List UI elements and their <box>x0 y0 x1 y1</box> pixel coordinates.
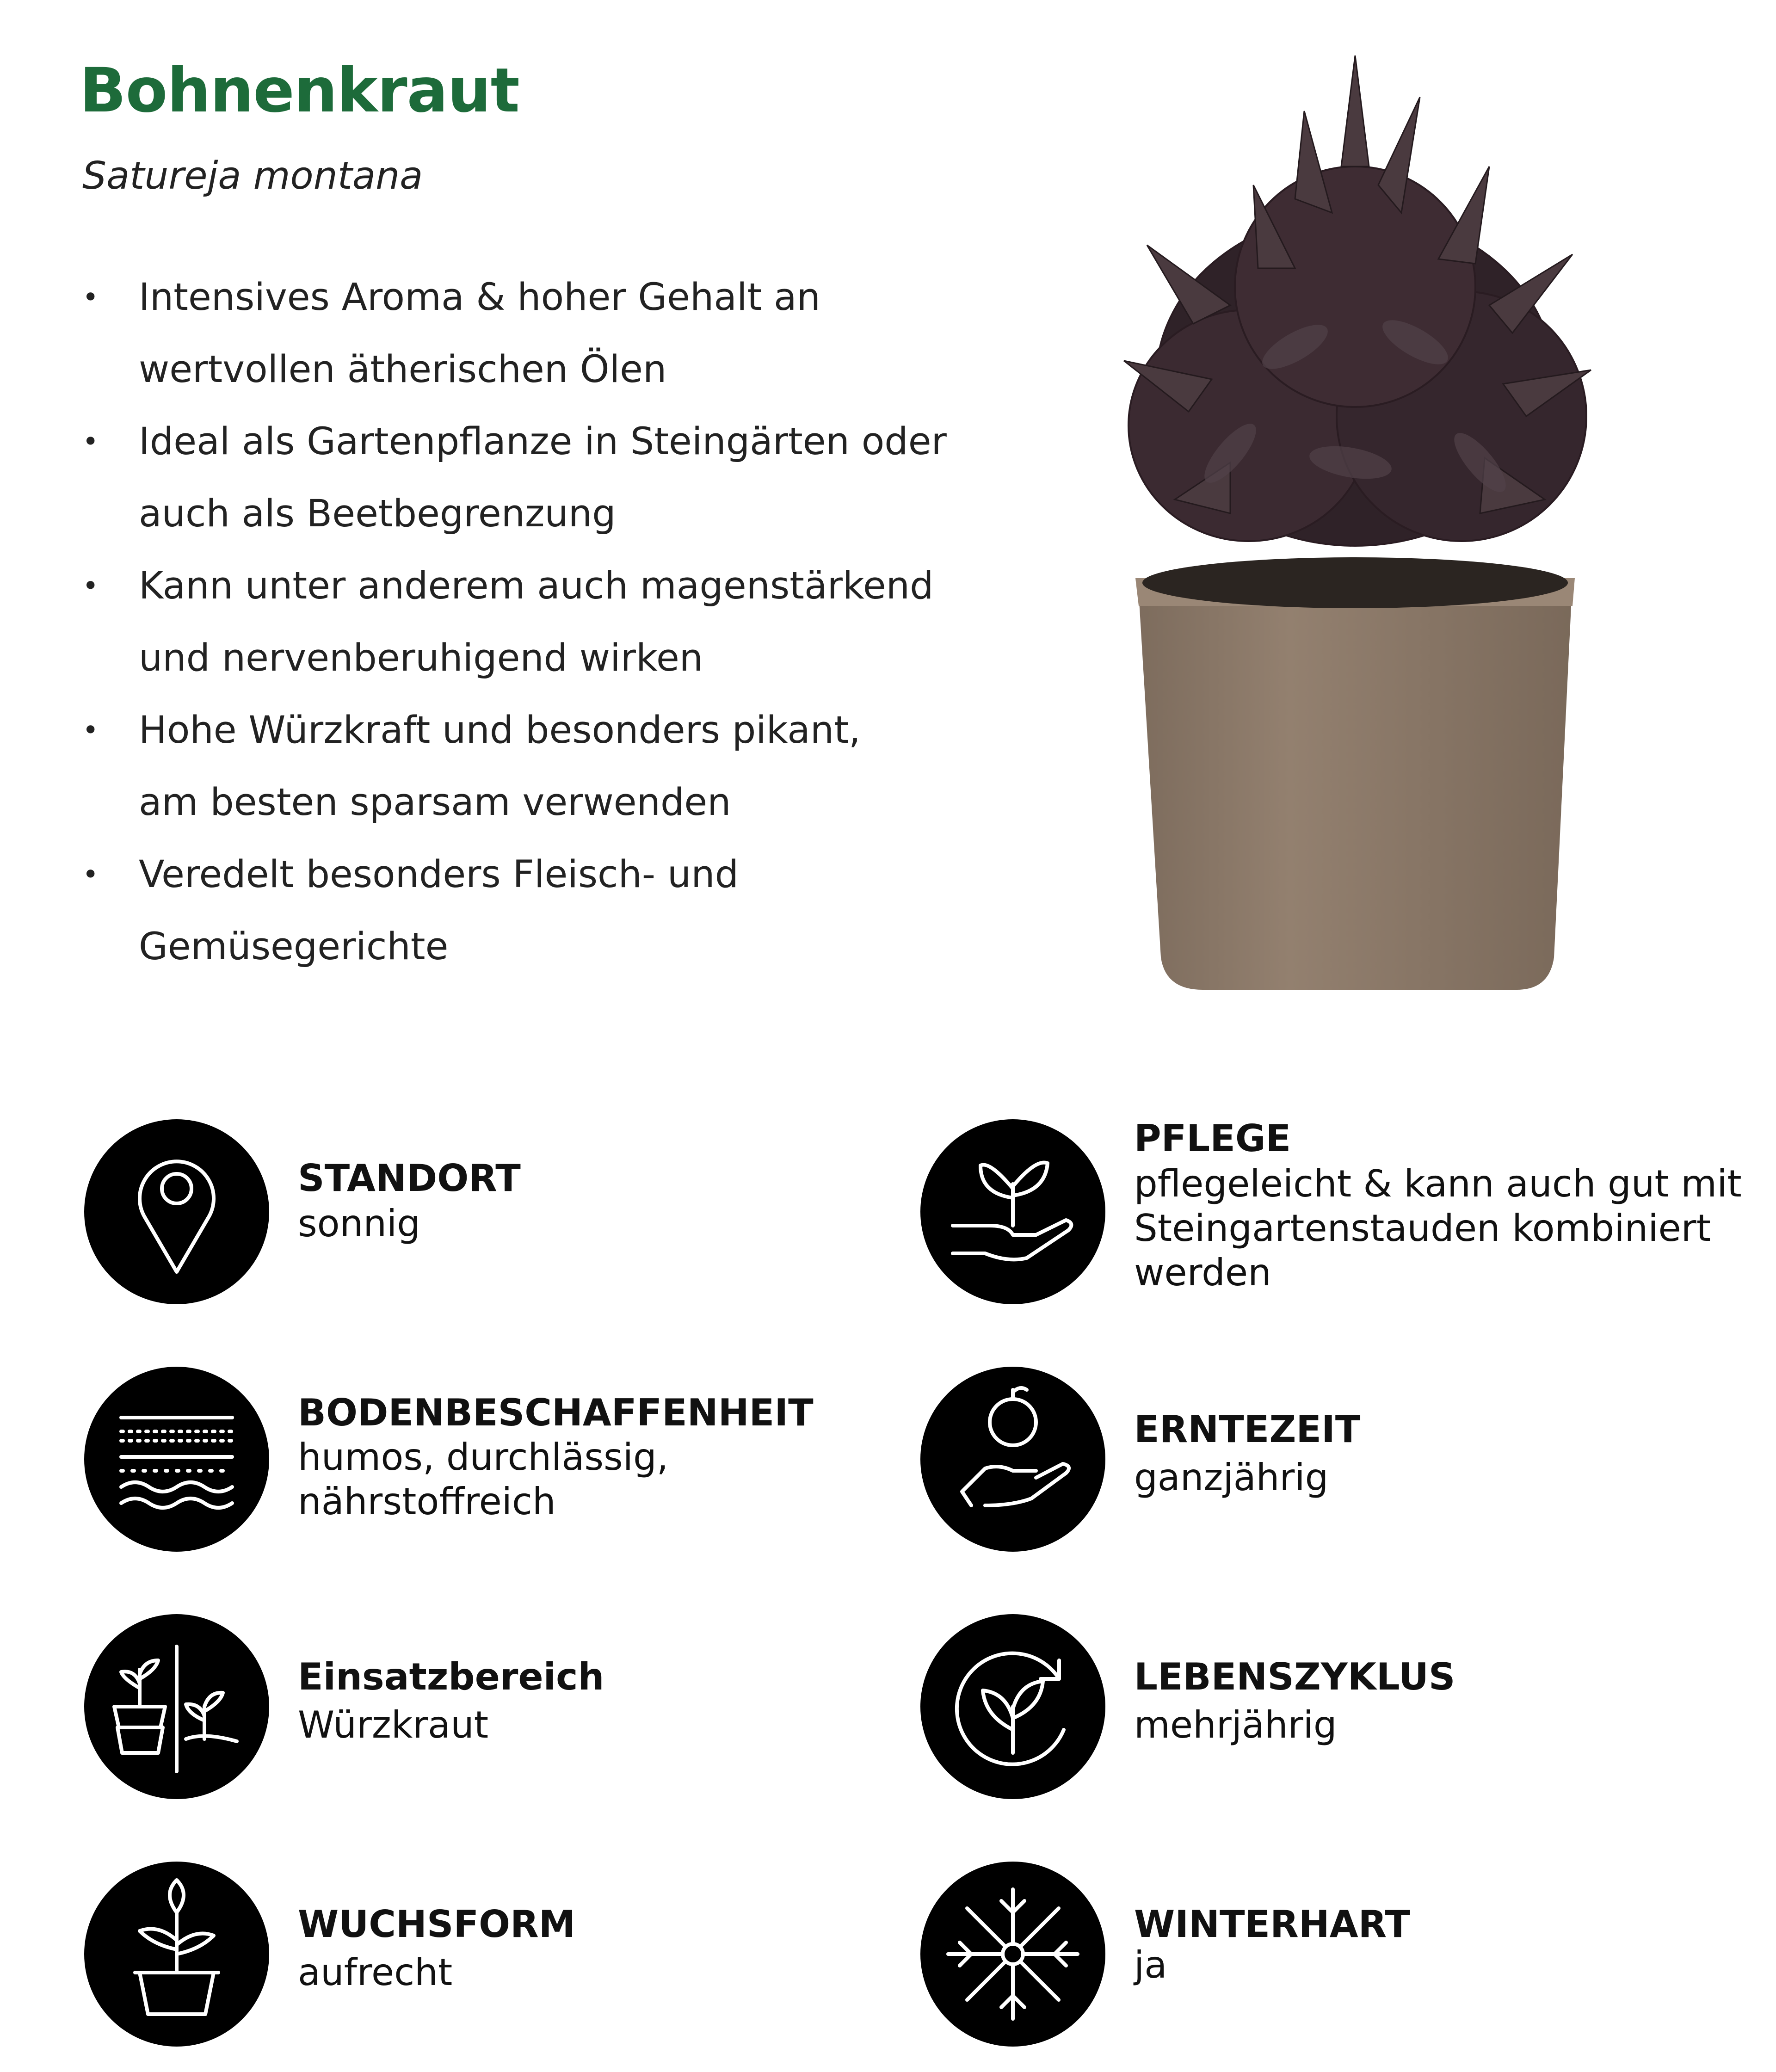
bullet-item: • Intensives Aroma & hoher Gehalt an wertvollen ätherischen Ölen <box>82 276 820 391</box>
product-title: Bohnenkraut <box>80 55 519 126</box>
bullet-item: • Ideal als Gartenpflanze in Steingärten oder auch als Beetbegrenzung <box>82 420 947 536</box>
feature-lebenszyklus <box>920 1614 1776 1799</box>
feature-pflege <box>920 1119 1776 1304</box>
feature-wuchsform <box>84 1862 963 2047</box>
feature-value: pflegeleicht & kann auch gut mit Steingartenstauden kombiniert werden <box>1134 1162 1742 1294</box>
feature-label: STANDORT <box>298 1157 521 1200</box>
feature-value: ganzjährig <box>1134 1456 1329 1499</box>
pot-and-ground-icon <box>84 1614 269 1799</box>
feature-value: humos, durchlässig, nährstoffreich <box>298 1436 669 1523</box>
pot <box>1138 578 1572 990</box>
feature-label: Einsatzbereich <box>298 1655 604 1698</box>
feature-value: sonnig <box>298 1202 421 1245</box>
feature-label: WINTERHART <box>1134 1903 1411 1946</box>
feature-ernte <box>920 1367 1776 1552</box>
bullet-item: • Veredelt besonders Fleisch- und Gemüsegerichte <box>82 853 739 968</box>
feature-value: mehrjährig <box>1134 1703 1337 1746</box>
feature-standort <box>84 1119 963 1304</box>
feature-label: PFLEGE <box>1134 1117 1291 1160</box>
harvest-hand-icon <box>920 1367 1105 1552</box>
feature-value: Würzkraut <box>298 1703 489 1746</box>
feature-label: LEBENSZYKLUS <box>1134 1655 1455 1698</box>
map-pin-icon <box>84 1119 269 1304</box>
bullet-item: • Hohe Würzkraft und besonders pikant, am besten sparsam verwenden <box>82 709 861 824</box>
seedling-hand-icon <box>920 1119 1105 1304</box>
snowflake-icon <box>920 1862 1105 2047</box>
feature-value: aufrecht <box>298 1951 453 1994</box>
botanical-name: Satureja montana <box>82 154 423 198</box>
feature-bullet-list <box>74 261 962 983</box>
feature-value: ja <box>1134 1943 1167 1986</box>
feature-winterhart <box>920 1862 1776 2047</box>
feature-boden <box>84 1367 963 1552</box>
feature-label: WUCHSFORM <box>298 1903 576 1946</box>
product-photo <box>971 46 1711 1041</box>
feature-label: BODENBESCHAFFENHEIT <box>298 1391 814 1434</box>
soil-layers-icon <box>84 1367 269 1552</box>
potted-plant-icon <box>84 1862 269 2047</box>
feature-einsatzbereich <box>84 1614 963 1799</box>
cycle-leaf-icon <box>920 1614 1105 1799</box>
bullet-item: • Kann unter anderem auch magenstärkend und nervenberuhigend wirken <box>82 564 934 680</box>
feature-label: ERNTEZEIT <box>1134 1408 1361 1451</box>
